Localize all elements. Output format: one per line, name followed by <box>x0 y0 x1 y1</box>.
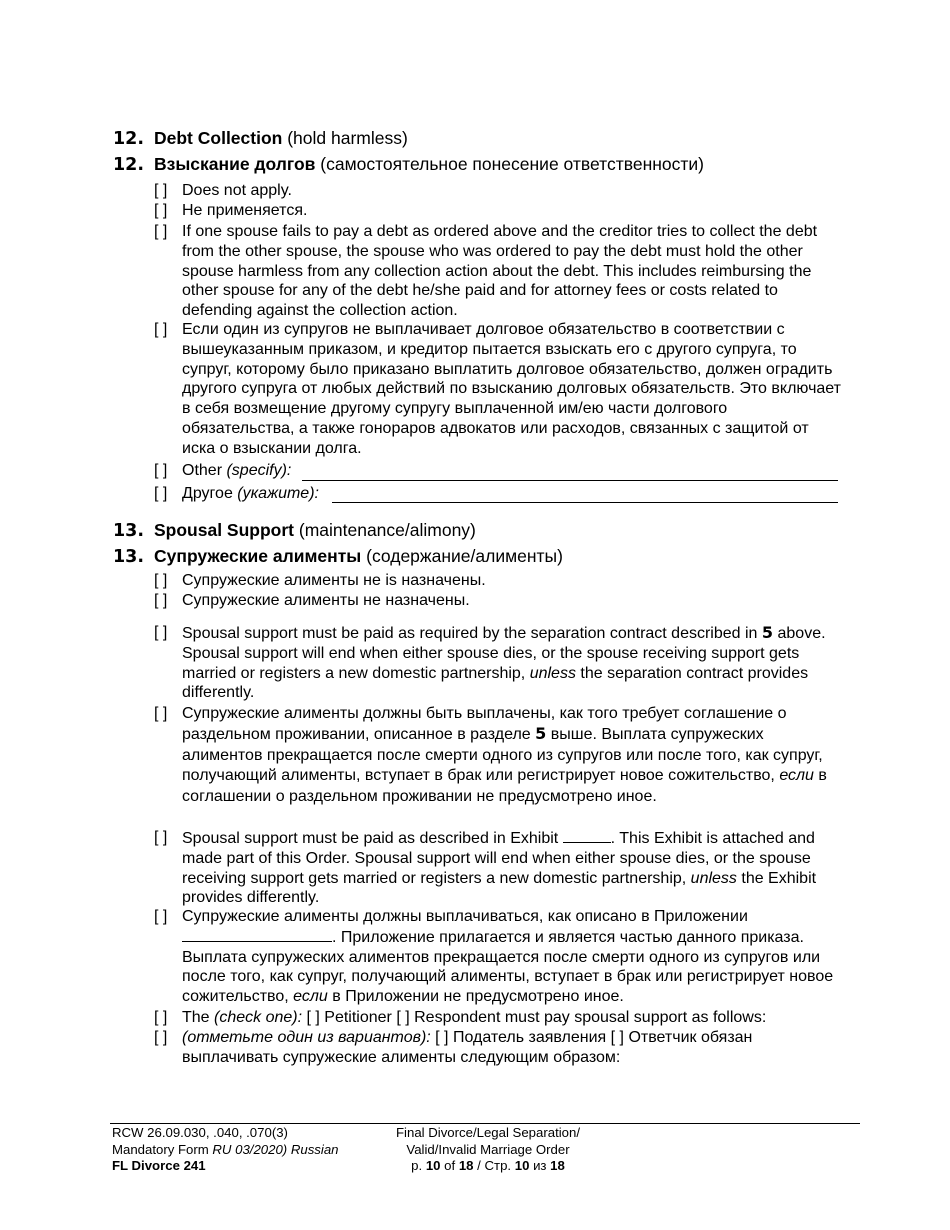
section-title: Debt Collection <box>154 128 283 148</box>
section-number: 12. <box>113 155 145 175</box>
checkbox[interactable]: [ ] <box>154 182 168 199</box>
option-text: . This Exhibit is attached and made part of this Order. Spousal support will end when either spouse dies, or the spouse receiving support gets married or registers a new domestic partnership, <box>182 830 815 887</box>
checkbox[interactable]: [ ] <box>154 592 168 609</box>
option-text: в соглашении о раздельном проживании не предусмотрено иное. <box>182 767 827 805</box>
option-text-emphasis: unless <box>529 664 576 682</box>
footer-rcw: RCW 26.09.030, .040, .070(3) <box>112 1125 288 1140</box>
section-number: 12. <box>113 129 145 149</box>
option-text-emphasis: unless <box>690 869 737 887</box>
option-text: Не применяется. <box>182 202 308 219</box>
option-text-emphasis: если <box>293 988 328 1006</box>
footer-title-2: Valid/Invalid Marriage Order <box>406 1141 570 1157</box>
section-12-heading-en <box>113 127 408 150</box>
section-subtitle: (самостоятельное понесение ответственности) <box>315 154 705 174</box>
option-label-hint: (укажите): <box>237 485 319 502</box>
option-text: Супружеские алименты должны выплачиваться, как описано в Приложении <box>182 908 748 925</box>
footer-form-id: FL Divorce 241 <box>112 1158 206 1173</box>
section-title: Взыскание долгов <box>154 154 316 174</box>
option-label: Другое <box>182 485 238 502</box>
footer-page-number: p. 10 of 18 / Стр. 10 из 18 <box>411 1158 565 1173</box>
option-text: the Exhibit provides differently. <box>182 869 817 907</box>
option-hold-harmless-ru <box>154 320 844 459</box>
section-12-heading-ru <box>113 153 704 176</box>
option-payor-en <box>154 1008 844 1028</box>
option-text: . Приложение прилагается и является частью данного приказа. Выплата супружеских алиментов прекращается после смерти одного из супругов или после того, как супруг, получающий алименты, вступает в брак или регистрирует новое сожительство, <box>182 928 834 1006</box>
option-other-en <box>154 461 844 481</box>
option-text: If one spouse fails to pay a debt as ordered above and the creditor tries to collect the debt from the other spouse, the spouse who was ordered to pay the debt must hold the other spouse harmless from any collection action about the debt. This includes reimbursing the other spouse for any of the debt he/she paid and for attorney fees or costs related to defending against the collection action. <box>182 223 818 320</box>
option-does-not-apply-ru <box>154 201 844 221</box>
checkbox[interactable]: [ ] <box>154 223 168 240</box>
checkbox[interactable]: [ ] <box>154 1009 168 1026</box>
option-text: Spousal support must be paid as required by the separation contract described in <box>182 625 762 642</box>
section-13-heading-ru <box>113 545 563 568</box>
footer-divider <box>110 1123 860 1124</box>
checkbox[interactable]: [ ] <box>154 462 168 479</box>
option-exhibit-ru <box>154 907 844 1007</box>
exhibit-field[interactable] <box>182 927 332 942</box>
checkbox[interactable]: [ ] <box>154 705 168 722</box>
footer-left <box>112 1125 339 1175</box>
option-exhibit-en <box>154 828 844 908</box>
option-text: в Приложении не предусмотрено иное. <box>327 988 624 1006</box>
option-text-emphasis: (отметьте один из вариантов): <box>182 1029 431 1046</box>
option-text: Если один из супругов не выплачивает долговое обязательство в соответствии с вышеуказанным приказом, и кредитор пытается взыскать его с другого супруга, то супруг, которому было приказано выплатить долговое обязательство, должен оградить другого супруга от любых действий по взысканию долговых обязательств. Это включает в себя возмещение другому супругу выплаченной им/ею части долгового обязательства, а также гонораров адвокатов или расходов, связанных с защитой от иска о взыскании долга. <box>182 321 841 457</box>
option-text: Does not apply. <box>182 182 292 199</box>
option-text: Супружеские алименты не назначены. <box>182 592 470 609</box>
other-specify-field-en[interactable] <box>302 479 838 481</box>
checkbox[interactable]: [ ] <box>154 321 168 338</box>
section-subtitle: (содержание/алименты) <box>361 546 563 566</box>
section-reference: 5 <box>761 623 774 642</box>
option-no-support-ru <box>154 591 844 611</box>
section-13-heading-en <box>113 519 476 542</box>
option-label: Other <box>182 462 227 479</box>
option-text: [ ] Податель заявления [ ] Ответчик обязан выплачивать супружеские алименты следующим образом: <box>182 1029 753 1066</box>
option-separation-contract-ru <box>154 704 844 807</box>
section-subtitle: (hold harmless) <box>282 128 408 148</box>
option-text-emphasis: (check one): <box>214 1009 303 1026</box>
section-subtitle: (maintenance/alimony) <box>294 520 476 540</box>
option-text-emphasis: если <box>779 767 814 785</box>
checkbox[interactable]: [ ] <box>154 202 168 219</box>
option-text: above. Spousal support will end when either spouse dies, or the spouse receiving support gets married or registers a new domestic partnership, <box>182 625 826 682</box>
option-label-hint: (specify): <box>226 462 292 479</box>
section-number: 13. <box>113 547 145 567</box>
option-no-support-en <box>154 571 844 591</box>
section-title: Супружеские алименты <box>154 546 362 566</box>
checkbox[interactable]: [ ] <box>154 485 168 502</box>
footer-title-1: Final Divorce/Legal Separation/ <box>396 1125 580 1140</box>
checkbox[interactable]: [ ] <box>154 1029 168 1046</box>
option-text: the separation contract provides differently. <box>182 664 809 702</box>
option-payor-ru <box>154 1028 844 1068</box>
option-text: [ ] Petitioner [ ] Respondent must pay spousal support as follows: <box>302 1009 767 1026</box>
checkbox[interactable]: [ ] <box>154 624 168 641</box>
option-text: Супружеские алименты не is назначены. <box>182 572 486 589</box>
option-hold-harmless-en <box>154 222 844 321</box>
option-text: выше. Выплата супружеских алиментов прекращается после смерти одного из супругов или после того, как супруг, получающий алименты, вступает в брак или регистрирует новое сожительство, <box>182 726 823 785</box>
other-specify-field-ru[interactable] <box>332 501 838 503</box>
section-number: 13. <box>113 521 145 541</box>
checkbox[interactable]: [ ] <box>154 829 168 846</box>
exhibit-field[interactable] <box>563 828 611 843</box>
section-title: Spousal Support <box>154 520 294 540</box>
option-separation-contract-en <box>154 623 844 703</box>
option-does-not-apply-en <box>154 181 844 201</box>
footer-mandatory: Mandatory Form RU 03/2020) Russian <box>112 1141 339 1157</box>
section-reference: 5 <box>535 724 547 744</box>
option-text: Супружеские алименты должны быть выплачены, как того требует соглашение о раздельном проживании, описанное в разделе <box>182 705 787 744</box>
option-text: Spousal support must be paid as described in Exhibit <box>182 830 563 847</box>
checkbox[interactable]: [ ] <box>154 572 168 589</box>
checkbox[interactable]: [ ] <box>154 908 168 925</box>
footer-center <box>388 1125 588 1175</box>
option-text: The <box>182 1009 215 1026</box>
